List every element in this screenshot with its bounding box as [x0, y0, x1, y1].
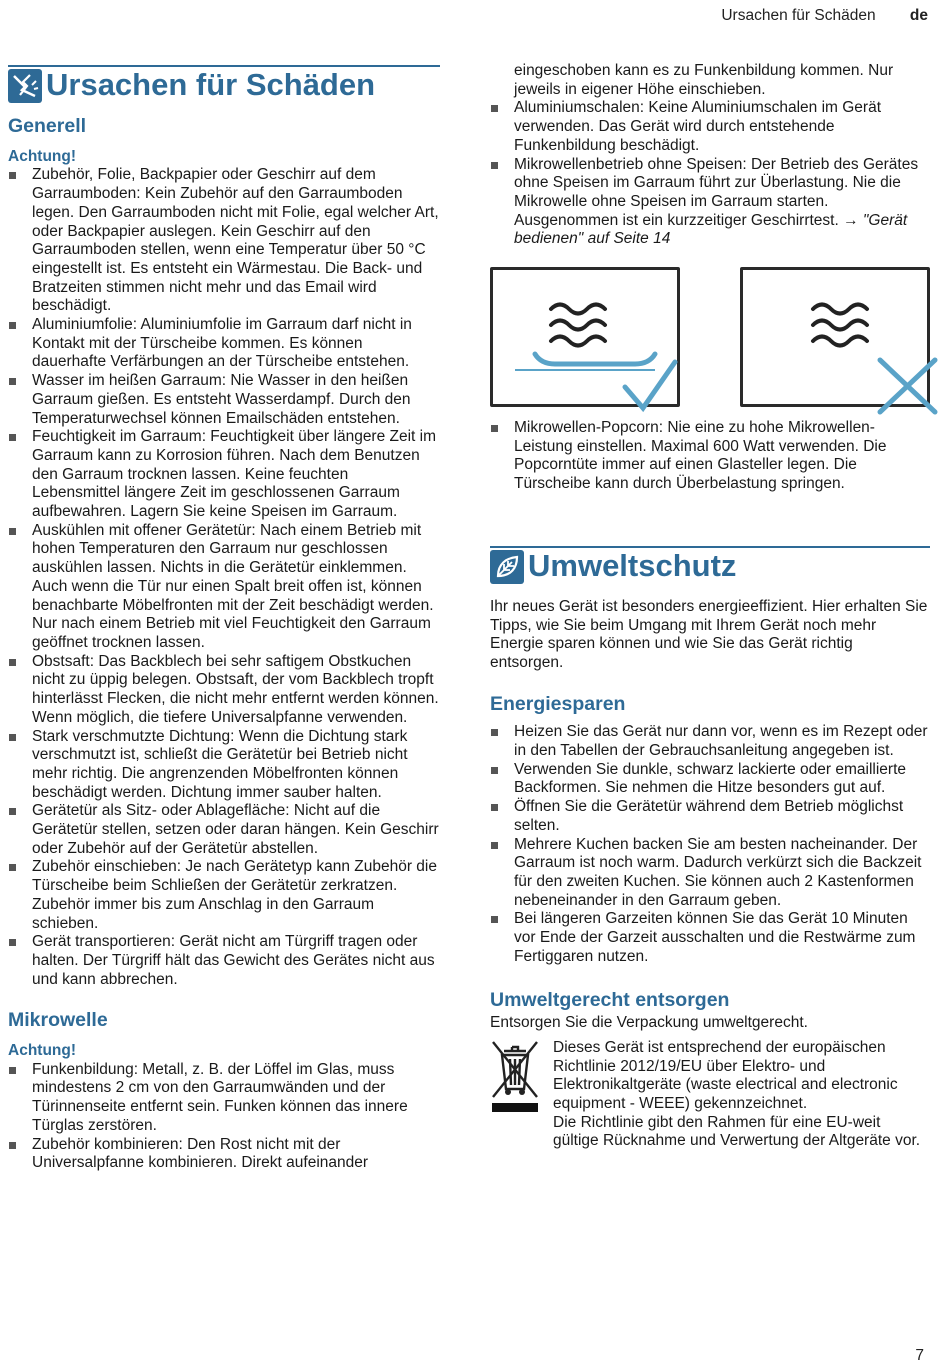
list-item: Zubehör einschieben: Je nach Gerätetyp kann Zubehör die Türscheibe beim Schließen der Gerätetür zerkratzen. Zubehör immer bis zum Anschlag in den Garraum schieben.	[8, 858, 440, 933]
page-title: Ursachen für Schäden	[46, 67, 376, 102]
subheading-entsorgen: Umweltgerecht entsorgen	[490, 988, 730, 1011]
subheading-energiesparen: Energiesparen	[490, 692, 626, 715]
leaf-icon	[490, 550, 524, 584]
list-item-text: Mikrowellenbetrieb ohne Speisen: Der Betrieb des Gerätes ohne Speisen im Garraum führt zur Überlastung. Nie die Mikrowelle ohne Speisen im Garraum starten. Ausgenommen ist ein kurzzeitiger Geschirrtest.	[514, 155, 919, 229]
list-item: Verwenden Sie dunkle, schwarz lackierte oder emaillierte Backformen. Sie nehmen die Hitze besonders gut auf.	[490, 761, 930, 798]
list-item-continuation: eingeschoben kann es zu Funkenbildung kommen. Nur jeweils in eigener Höhe einschieben.	[514, 62, 894, 98]
check-mark-icon	[625, 362, 675, 408]
microwave-waves-icon	[551, 305, 605, 346]
list-item: Aluminiumschalen: Keine Aluminiumschalen im Gerät verwenden. Das Gerät wird durch entstehende Funkenbildung beschädigt.	[490, 99, 930, 155]
mikrowelle-list-continued	[490, 62, 930, 249]
subheading-mikrowelle: Mikrowelle	[8, 1009, 108, 1032]
language-code: de	[909, 7, 928, 24]
list-item: Bei längeren Garzeiten können Sie das Gerät 10 Minuten vor Ende der Garzeit ausschalten und die Restwärme zum Fertiggaren nutzen.	[490, 910, 930, 966]
cross-mark-icon	[880, 360, 935, 412]
list-item: Gerät transportieren: Gerät nicht am Türgriff tragen oder halten. Der Türgriff hält das Gewicht des Gerätes nicht aus und kann abbrechen.	[8, 933, 440, 989]
figure-empty-incorrect	[740, 267, 930, 407]
warning-label: Achtung!	[8, 147, 77, 165]
microwave-figures	[490, 267, 930, 419]
list-item	[490, 156, 930, 250]
entsorgen-intro: Entsorgen Sie die Verpackung umweltgerecht.	[490, 1014, 808, 1032]
list-item: Zubehör kombinieren: Den Rost nicht mit der Universalpfanne kombinieren. Direkt aufeinander	[8, 1136, 440, 1173]
list-item: Aluminiumfolie: Aluminiumfolie im Garraum darf nicht in Kontakt mit der Türscheibe kommen. Es können dauerhafte Verfärbungen an der Türscheibe entstehen.	[8, 316, 440, 372]
running-header	[721, 7, 928, 26]
section-title-umweltschutz: Umweltschutz	[528, 547, 737, 583]
warning-label: Achtung!	[8, 1042, 77, 1060]
list-item: Zubehör, Folie, Backpapier oder Geschirr auf dem Garraumboden: Kein Zubehör auf den Garraumboden legen. Den Garraumboden nicht mit Folie, egal welcher Art, oder Backpapier auslegen. Kein Geschirr auf den Garraumboden stellen, wenn eine Temperatur über 50 °C eingestellt ist. Es entsteht ein Wärmestau. Die Back- und Bratzeiten stimmen nicht mehr und das Email wird beschädigt.	[8, 166, 440, 316]
list-item: Stark verschmutzte Dichtung: Wenn die Dichtung stark verschmutzt ist, schließt die Gerätetür bei Betrieb nicht mehr richtig. Die angrenzenden Möbelfronten können beschädigt werden. Dichtung immer sauber halten.	[8, 728, 440, 803]
mikrowelle-list	[8, 1061, 440, 1173]
list-item: Auskühlen mit offener Gerätetür: Nach einem Betrieb mit hohen Temperaturen den Garraum nur geschlossen auskühlen lassen. Nichts in die Gerätetür einklemmen. Auch wenn die Tür nur einen Spalt breit offen ist, können benachbarte Möbelfronten mit der Zeit beschädigt werden.	[8, 522, 440, 616]
section-heading-umweltschutz	[490, 546, 930, 584]
figure-with-food-correct	[490, 267, 680, 407]
list-item: Mehrere Kuchen backen Sie am besten nacheinander. Der Garraum ist noch warm. Dadurch verkürzt sich die Backzeit für den zweiten Kuchen. Sie können auch 2 Kastenformen nebeneinander in den Garraum geben.	[490, 836, 930, 911]
right-column	[490, 62, 930, 1151]
generell-list	[8, 166, 440, 989]
weee-paragraph: Die Richtlinie gibt den Rahmen für eine EU-weit gültige Rücknahme und Verwertung der Altgeräte vor.	[553, 1113, 921, 1150]
food-dish-icon	[535, 354, 655, 364]
list-item: Mikrowellen-Popcorn: Nie eine zu hohe Mikrowellen-Leistung einstellen. Maximal 600 Watt verwenden. Die Popcorntüte immer auf einen Glasteller legen. Die Türscheibe kann durch Überbelastung springen.	[490, 419, 930, 494]
list-item: Öffnen Sie die Gerätetür während dem Betrieb möglichst selten.	[490, 798, 930, 835]
subheading-generell: Generell	[8, 115, 87, 137]
running-header-title: Ursachen für Schäden	[721, 7, 876, 24]
damage-warning-icon	[8, 69, 42, 103]
crossed-out-bin-icon	[490, 1039, 540, 1151]
energiesparen-list	[490, 723, 930, 966]
list-item: Gerätetür als Sitz- oder Ablagefläche: Nicht auf die Gerätetür stellen, setzen oder daran hängen. Kein Geschirr oder Zubehör auf der Gerätetür abstellen.	[8, 802, 440, 858]
page-number: 7	[915, 1347, 924, 1364]
microwave-waves-icon	[813, 305, 867, 346]
weee-notice	[490, 1039, 930, 1151]
list-item: Obstsaft: Das Backblech bei sehr saftigem Obstkuchen nicht zu üppig belegen. Obstsaft, der vom Backblech tropft hinterlässt Flecken, die nicht mehr entfernt werden können. Wenn möglich, die tiefere Universalpfanne verwenden.	[8, 653, 440, 728]
weee-text-block	[553, 1039, 930, 1151]
section-heading-ursachen	[8, 65, 440, 103]
list-item: Funkenbildung: Metall, z. B. der Löffel im Glas, muss mindestens 2 cm von den Garraumwänden und der Türinnenseite entfernt sein. Funken können das innere Türglas zerstören.	[8, 1061, 440, 1136]
popcorn-list	[490, 419, 930, 494]
reference-arrow-icon: →	[843, 211, 859, 229]
list-item: Heizen Sie das Gerät nur dann vor, wenn es im Rezept oder in den Tabellen der Gebrauchsanleitung angegeben ist.	[490, 723, 930, 760]
list-item-continuation: Nur nach einem Betrieb mit viel Feuchtigkeit den Garraum geöffnet trocknen lassen.	[32, 615, 431, 651]
page-reference-link[interactable]: "Gerät bedienen" auf Seite 14	[514, 211, 908, 248]
list-item: Wasser im heißen Garraum: Nie Wasser in den heißen Garraum gießen. Es entsteht Wasserdampf. Durch den Temperaturwechsel können Emailschäden entstehen.	[8, 372, 440, 428]
umwelt-intro: Ihr neues Gerät ist besonders energieeffizient. Hier erhalten Sie Tipps, wie Sie beim Umgang mit Ihrem Gerät noch mehr Energie sparen können und wie Sie das Gerät richtig entsorgen.	[490, 597, 928, 671]
left-column	[8, 62, 440, 1173]
weee-paragraph: Dieses Gerät ist entsprechend der europäischen Richtlinie 2012/19/EU über Elektro- und Elektronikaltgeräte (waste electrical and electronic equipment - WEEE) gekennzeichnet.	[553, 1038, 898, 1113]
list-item: Feuchtigkeit im Garraum: Feuchtigkeit über längere Zeit im Garraum kann zu Korrosion führen. Nach dem Benutzen den Garraum trocknen lassen. Keine feuchten Lebensmittel längere Zeit im geschlossenen Garraum aufbewahren. Lagern Sie keine Speisen im Garraum.	[8, 428, 440, 522]
